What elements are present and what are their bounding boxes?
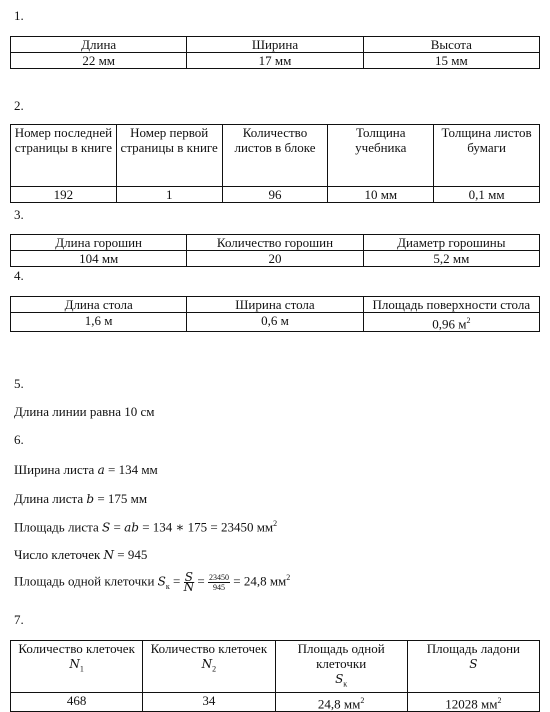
section-1-number: 1. xyxy=(14,8,24,23)
header-height: Высота xyxy=(363,37,539,53)
section-3-number: 3. xyxy=(14,207,24,222)
sheet-length-line: Длина листа b = 175 мм xyxy=(14,491,148,506)
table-dimensions xyxy=(10,36,540,69)
cell-count-line: Число клеточек N = 945 xyxy=(14,547,148,562)
header-cells-n1: Количество клеточек $N_1$ xyxy=(11,641,143,693)
table-palm xyxy=(10,640,540,712)
value-peas-count: 20 xyxy=(187,251,363,267)
value-desk-length: 1,6 м xyxy=(11,313,187,332)
value-cells-n2: 34 xyxy=(143,692,275,711)
value-book-thickness: 10 мм xyxy=(328,187,434,203)
header-desk-area: Площадь поверхности стола xyxy=(363,297,539,313)
section-5-number: 5. xyxy=(14,376,24,391)
value-first-page: 1 xyxy=(116,187,222,203)
value-last-page: 192 xyxy=(11,187,117,203)
value-desk-area: 0,96 $м^2$ xyxy=(363,313,539,332)
section-2-number: 2. xyxy=(14,98,24,113)
header-sheet-thickness: Толщина листов бумаги xyxy=(434,125,540,187)
sheet-width-line: Ширина листа a = 134 мм xyxy=(14,462,158,477)
header-pea-diameter: Диаметр горошины xyxy=(363,235,539,251)
value-pea-diameter: 5,2 мм xyxy=(363,251,539,267)
value-length: 22 мм xyxy=(11,53,187,69)
table-desk xyxy=(10,296,540,332)
section-7-number: 7. xyxy=(14,612,24,627)
header-sheet-count: Количество листов в блоке xyxy=(222,125,328,187)
section-4-number: 4. xyxy=(14,268,24,283)
value-width: 17 мм xyxy=(187,53,363,69)
value-sheet-thickness: 0,1 мм xyxy=(434,187,540,203)
section-6-number: 6. xyxy=(14,432,24,447)
header-desk-width: Ширина стола xyxy=(187,297,363,313)
table-peas xyxy=(10,234,540,267)
fraction-area-over-count: $\frac{23450}{945}$ xyxy=(208,573,229,592)
value-cells-n1: 468 xyxy=(11,692,143,711)
header-first-page: Номер первой страницы в книге xyxy=(116,125,222,187)
cell-area-line: Площадь одной клеточки $S_к$ = $\frac{S}{N}$ = $\frac{23450}{945}$ = 24,8 $мм^2$ xyxy=(14,570,291,594)
header-peas-length: Длина горошин xyxy=(11,235,187,251)
value-peas-length: 104 мм xyxy=(11,251,187,267)
table-book xyxy=(10,124,540,203)
value-sheet-count: 96 xyxy=(222,187,328,203)
value-palm-area: 12028 $мм^2$ xyxy=(407,692,539,711)
value-desk-width: 0,6 м xyxy=(187,313,363,332)
header-desk-length: Длина стола xyxy=(11,297,187,313)
line-length-text: Длина линии равна 10 см xyxy=(14,404,155,419)
header-palm-area: Площадь ладони S xyxy=(407,641,539,693)
header-width: Ширина xyxy=(187,37,363,53)
sheet-area-line: Площадь листа S = ab = 134 ∗ 175 = 23450 $мм^2$ xyxy=(14,519,278,535)
header-book-thickness: Толщина учебника xyxy=(328,125,434,187)
header-last-page: Номер последней страницы в книге xyxy=(11,125,117,187)
header-cells-n2: Количество клеточек $N_2$ xyxy=(143,641,275,693)
header-cell-area: Площадь одной клеточки $S_к$ xyxy=(275,641,407,693)
value-cell-area: 24,8 $мм^2$ xyxy=(275,692,407,711)
value-height: 15 мм xyxy=(363,53,539,69)
fraction-s-over-n: $\frac{S}{N}$ xyxy=(183,570,195,594)
header-peas-count: Количество горошин xyxy=(187,235,363,251)
header-length: Длина xyxy=(11,37,187,53)
